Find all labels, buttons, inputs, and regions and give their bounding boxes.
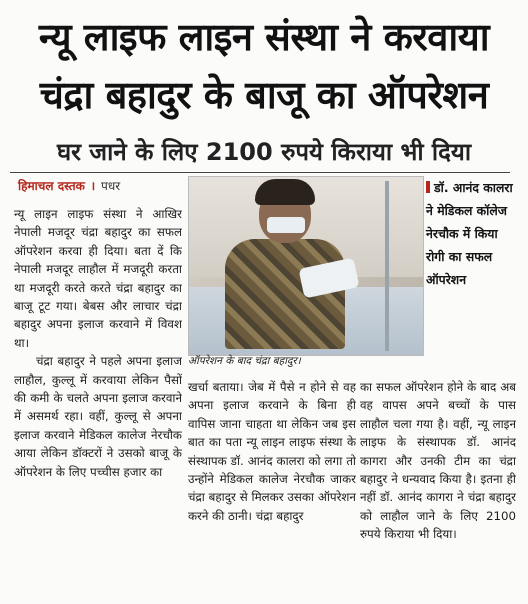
byline (18, 177, 120, 194)
photo-face-mask (267, 217, 305, 233)
photo-person-body (225, 239, 345, 349)
article-column-3 (360, 378, 516, 598)
headline-line-2: चंद्रा बहादुर के बाजू का ऑपरेशन (39, 73, 489, 117)
photo-iv-stand (385, 181, 389, 351)
column-3-text: का सफल ऑपरेशन होने के बाद अब वह वापस अपने बच्चों के पास लाहौल चला गया है। वहीं, न्यू लाइन लाइफ के संस्थापक डॉ. आनंद कागरा और उनकी टीम का चंद्रा बहादुर ने धन्यवाद किया है। इतना ही नहीं डॉ. आनंद कागरा ने चंद्रा बहादुर को लाहौल जाने के लिए 2100 रुपये किराया भी दिया। (360, 380, 516, 542)
subheadline: घर जाने के लिए 2100 रुपये किराया भी दिया (56, 138, 472, 166)
photo-caption: ऑपरेशन के बाद चंद्रा बहादुर। (188, 355, 301, 367)
column-1-paragraph-2: चंद्रा बहादुर ने पहले अपना इलाज लाहौल, कुल्लू में करवाया लेकिन पैसों की कमी के चलते अपना इलाज करवाने में असमर्थ रहा। वहीं, कुल्लू से अपना इलाज करवाने मेडिकल कालेज नेरचौक आया लेकिन डॉक्टरों ने उसको बाजू के ऑपरेशन के लिए पच्चीस हजार का (14, 354, 182, 479)
headline-line-1: न्यू लाइफ लाइन संस्था ने करवाया (38, 15, 490, 59)
column-1-paragraph-1: न्यू लाइन लाइफ संस्था ने आखिर नेपाली मजदूर चंद्रा बहादुर का सफल ऑपरेशन करवा ही दिया। बता दें कि नेपाली मजदूर लाहौल में मजदूरी करता था मजदूरी करते करते चंद्रा बहादुर का बाजू टूट गया। बेबस और लाचार चंद्रा बहादुर अपना इलाज करवाने में विवश था। (14, 207, 182, 350)
byline-place: पधर (101, 179, 121, 193)
divider-rule (10, 172, 510, 173)
pull-quote (426, 176, 518, 291)
article-column-1 (14, 205, 182, 597)
patient-photo (188, 176, 424, 356)
byline-source: हिमाचल दस्तक (18, 179, 85, 193)
column-2-text: खर्चा बताया। जेब में पैसे न होने से वह अपना इलाज करवाने के बिना ही वापिस जाना चाहता था लेकिन जब इस बात का पता न्यू लाइन लाइफ संस्था के संस्थापक डॉ. आनंद कालरा को लगा तो उन्होंने मेडिकल कालेज नेरचौक जाकर चंद्रा बहादुर से मिलकर उसका ऑपरेशन करने की ठानी। चंद्रा बहादुर (188, 380, 356, 523)
byline-separator: । (90, 179, 96, 193)
pull-quote-marker (426, 181, 430, 193)
pull-quote-text: डॉ. आनंद कालरा ने मेडिकल कॉलेज नेरचौक में किया रोगी का सफल ऑपरेशन (426, 180, 513, 287)
photo-person-hair (255, 179, 315, 205)
article-column-2 (188, 378, 356, 598)
